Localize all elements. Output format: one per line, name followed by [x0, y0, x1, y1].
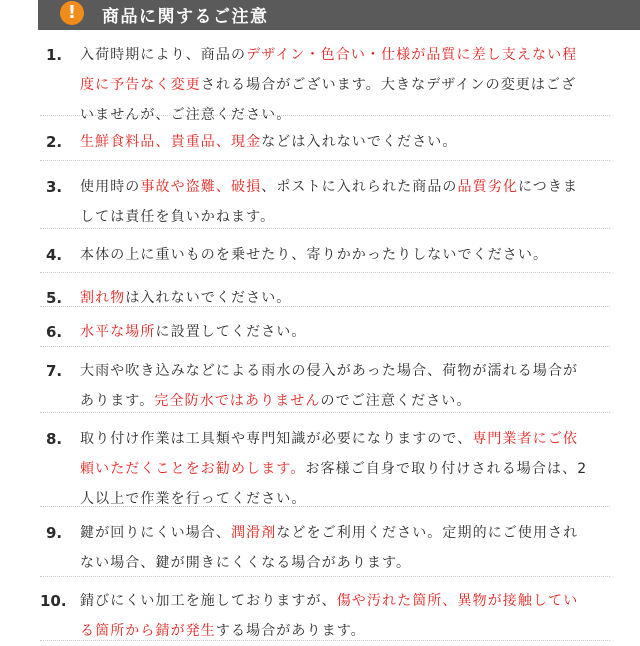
highlight-text: 水平な場所	[80, 324, 156, 340]
item-number: 8.	[46, 430, 63, 448]
highlight-text: 割れ物	[80, 290, 126, 306]
warning-icon: !	[60, 1, 84, 25]
item-text	[80, 586, 590, 646]
highlight-text: 生鮮食料品、貴重品、現金	[80, 134, 262, 150]
item-text	[80, 317, 590, 347]
body-text: する場合があります。	[215, 623, 366, 639]
body-text: などは入れないでください。	[261, 134, 458, 150]
body-text: は入れないでください。	[125, 290, 292, 306]
item-divider	[40, 412, 610, 413]
item-divider	[40, 640, 610, 641]
item-text	[80, 240, 590, 270]
body-text: 使用時の	[80, 179, 141, 195]
item-text	[80, 172, 590, 232]
highlight-text: 品質劣化	[457, 179, 518, 195]
item-text	[80, 424, 590, 514]
item-divider	[40, 160, 610, 161]
body-text: 取り付け作業は工具類や専門知識が必要になりますので、	[80, 431, 473, 447]
item-number: 6.	[46, 323, 63, 341]
highlight-text: デザイン・色合い・仕様が品質に差し支えない程度に予告なく変更	[80, 47, 578, 93]
highlight-text: 事故や盗難、破損	[140, 179, 262, 195]
highlight-text: 専門業者にご依頼いただくことをお勧めします。	[80, 431, 579, 477]
item-divider	[40, 506, 610, 507]
body-text: につきましては責任を負いかねます。	[80, 179, 579, 225]
body-text: 大雨や吹き込みなどによる雨水の侵入があった場合、荷物が濡れる場合があります。	[80, 363, 579, 409]
body-text: 、ポストに入れられた商品の	[261, 179, 458, 195]
body-text: 本体の上に重いものを乗せたり、寄りかかったりしないでください。	[80, 247, 549, 263]
item-divider	[40, 115, 610, 116]
item-text	[80, 40, 590, 130]
item-divider	[40, 272, 610, 273]
section-title: 商品に関するご注意	[102, 7, 269, 27]
body-text: 鍵が回りにくい場合、	[80, 525, 231, 541]
body-text: される場合がございます。大きなデザインの変更はございませんが、ご注意ください。	[80, 77, 577, 123]
item-divider	[40, 576, 610, 577]
item-number: 9.	[46, 524, 63, 542]
item-divider	[40, 346, 610, 347]
body-text: お客様ご自身で取り付けされる場合は、2人以上で作業を行ってください。	[80, 461, 588, 507]
item-number: 3.	[46, 178, 63, 196]
item-number: 2.	[46, 133, 63, 151]
body-text: のでご注意ください。	[320, 393, 472, 409]
item-number: 10.	[40, 592, 67, 610]
highlight-text: 完全防水ではありません	[154, 393, 321, 409]
highlight-text: 潤滑剤	[231, 525, 277, 541]
item-text	[80, 283, 590, 313]
body-text: 錆びにくい加工を施しておりますが、	[80, 593, 337, 609]
item-number: 1.	[46, 46, 63, 64]
item-divider	[40, 228, 610, 229]
item-number: 5.	[46, 289, 63, 307]
body-text: などをご利用ください。定期的にご使用されない場合、鍵が開きにくくなる場合があります。	[80, 525, 579, 571]
item-text	[80, 356, 590, 416]
item-text	[80, 518, 590, 578]
item-number: 7.	[46, 362, 63, 380]
item-number: 4.	[46, 246, 63, 264]
item-text	[80, 127, 590, 157]
body-text: 入荷時期により、商品の	[80, 47, 247, 63]
body-text: に設置してください。	[155, 324, 307, 340]
highlight-text: 傷や汚れた箇所、異物が接触している箇所から錆が発生	[80, 593, 579, 639]
item-divider	[40, 306, 610, 307]
